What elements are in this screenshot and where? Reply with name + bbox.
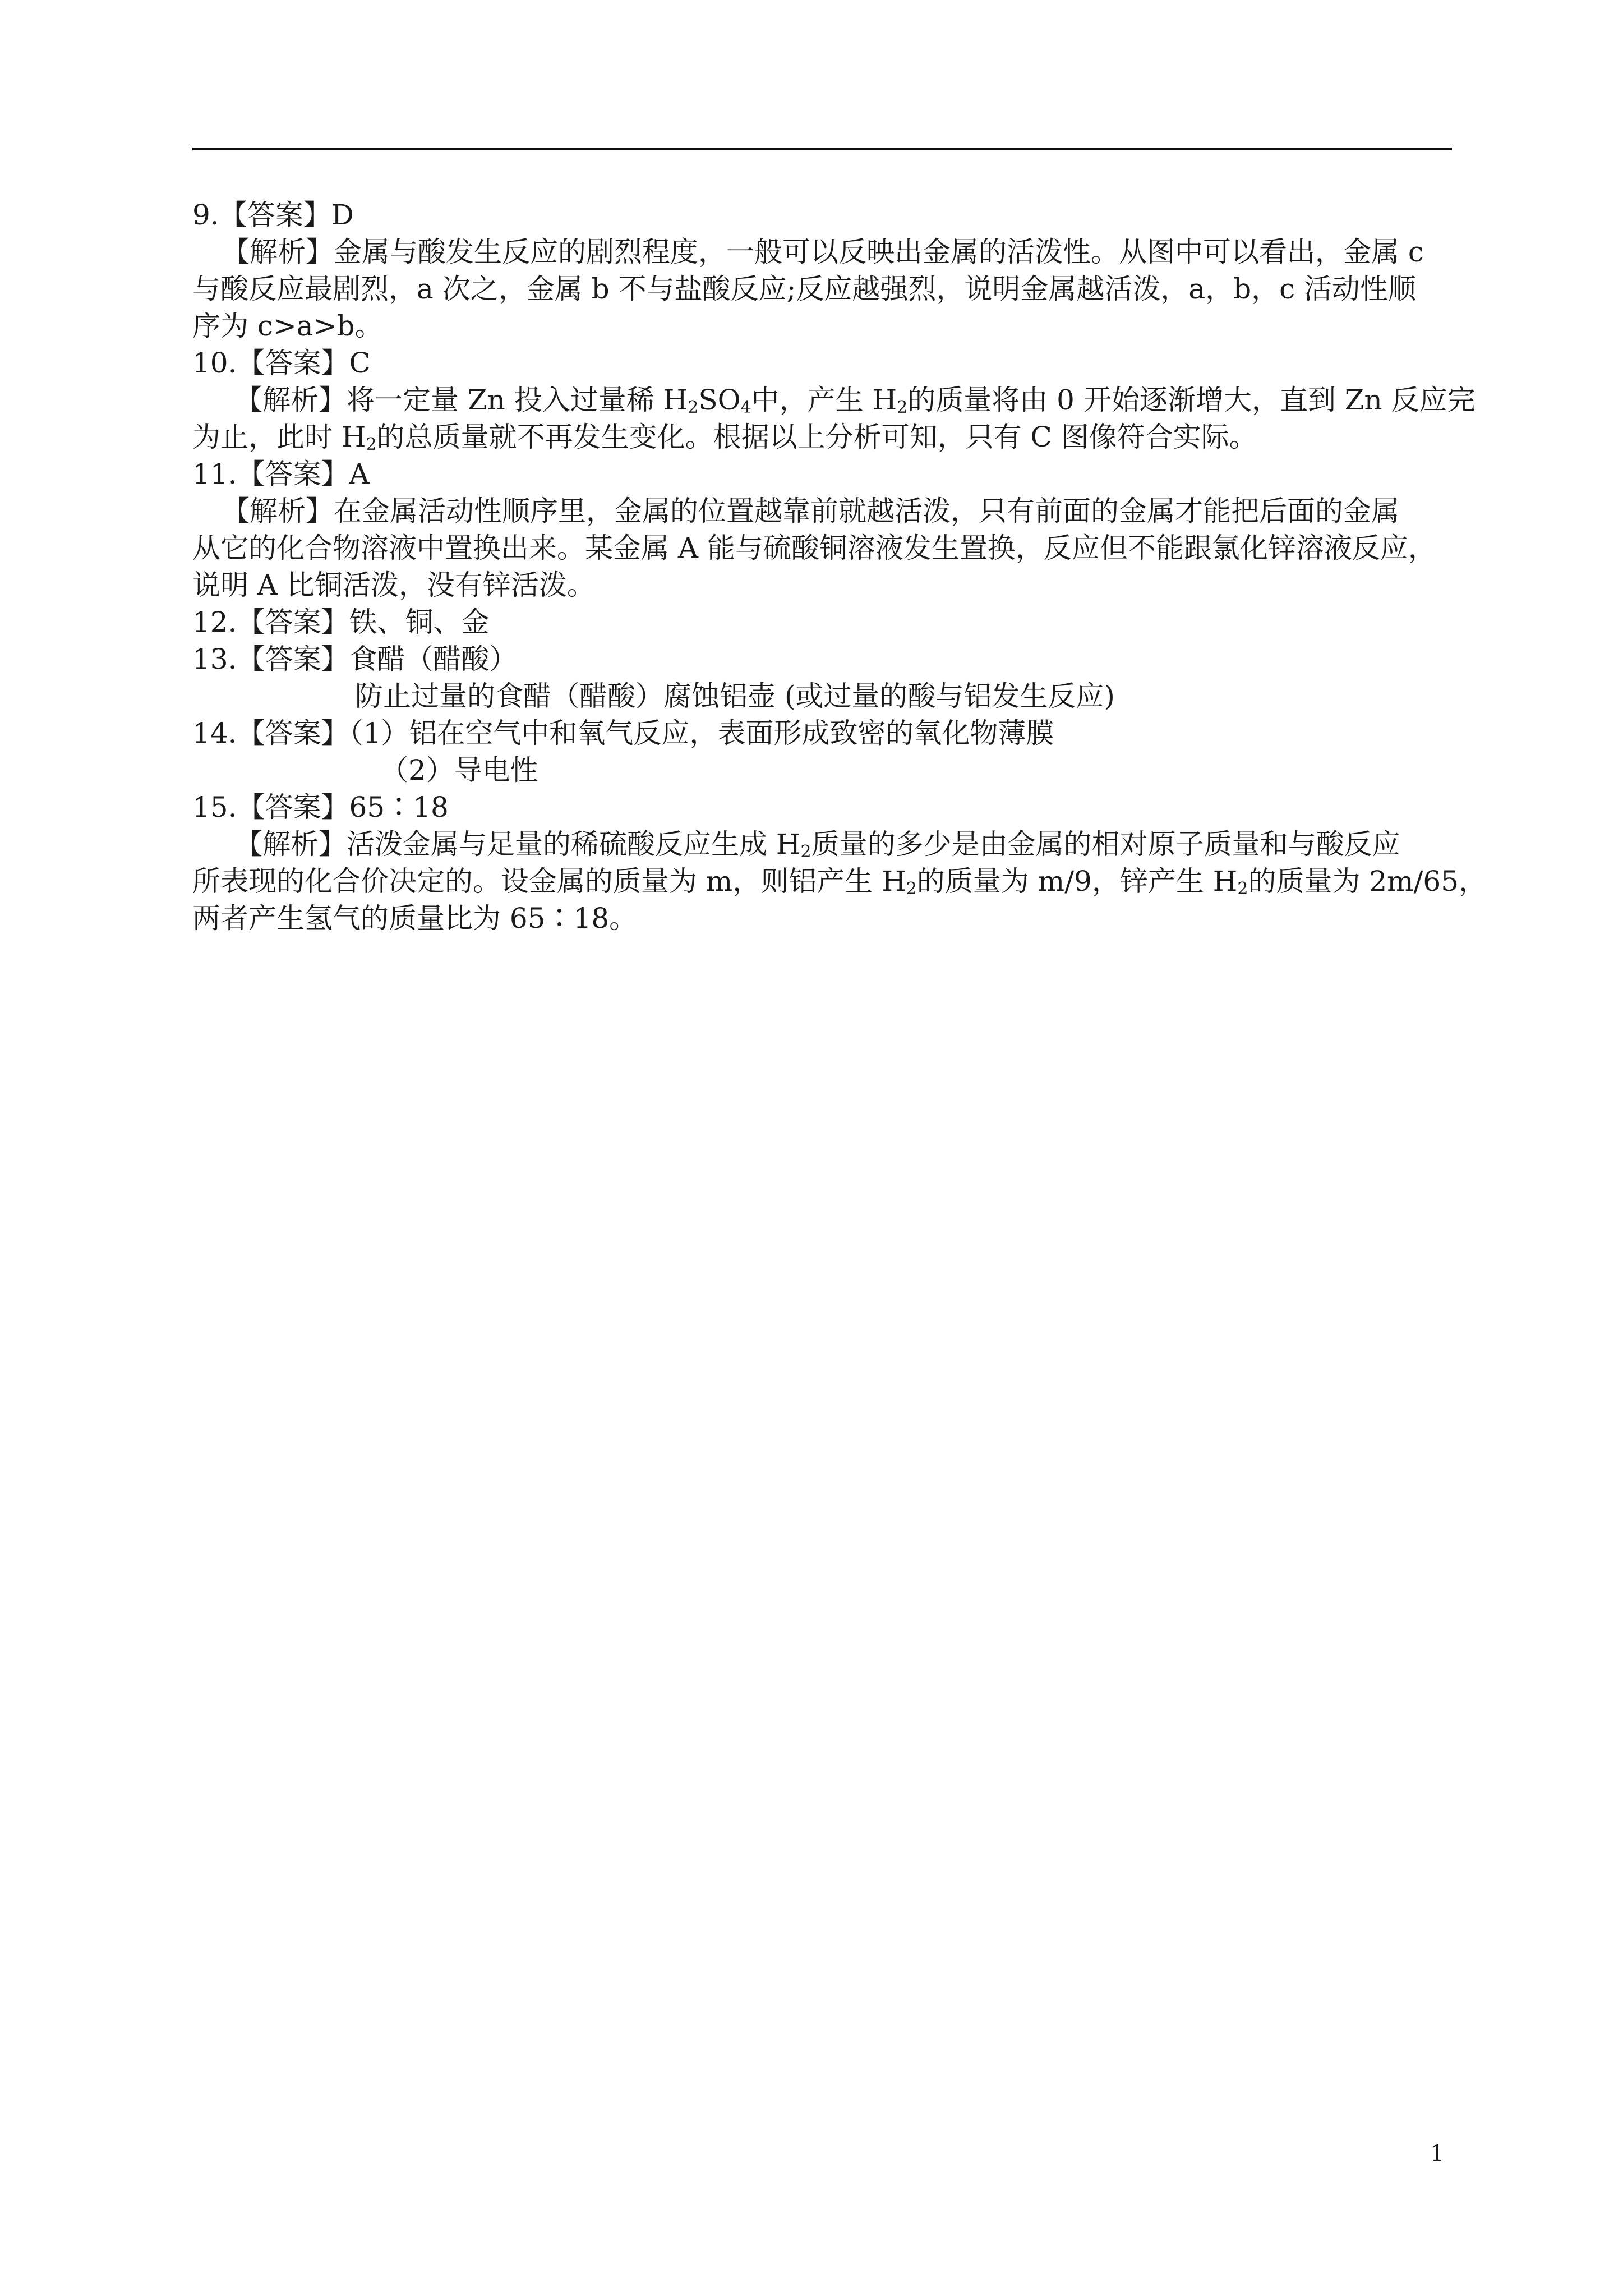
q12-answer: 12.【答案】铁、铜、金 (192, 606, 490, 638)
page-number: 1 (1430, 2141, 1445, 2166)
q11-explanation-line-3: 说明 A 比铜活泼，没有锌活泼。 (192, 569, 595, 601)
q14-answer-line-2: （2）导电性 (380, 754, 538, 786)
q15-explanation-line-1: 【解析】活泼金属与足量的稀硫酸反应生成 $H_2$质量的多少是由金属的相对原子质量和与酸反应 (234, 828, 1400, 862)
q15-answer: 15.【答案】65∶18 (192, 791, 449, 823)
q9-answer: 9.【答案】D (192, 199, 354, 231)
q10-explanation-line-2: 为止，此时 $H_2$的总质量就不再发生变化。根据以上分析可知，只有 C 图像符合实际。 (192, 421, 1257, 454)
header-rule (192, 148, 1452, 150)
q9-explanation-line-3: 序为 c>a>b。 (192, 310, 383, 342)
q13-answer: 13.【答案】食醋（醋酸） (192, 643, 518, 675)
q9-explanation-line-2: 与酸反应最剧烈，a 次之，金属 b 不与盐酸反应;反应越强烈，说明金属越活泼，a，b，c 活动性顺 (192, 273, 1417, 305)
q13-answer-line-2: 防止过量的食醋（醋酸）腐蚀铝壶 (或过量的酸与铝发生反应) (355, 680, 1115, 712)
answer-content (192, 196, 1487, 937)
q15-explanation-line-3: 两者产生氢气的质量比为 65∶18。 (192, 902, 638, 935)
q14-answer: 14.【答案】（1）铝在空气中和氧气反应，表面形成致密的氧化物薄膜 (192, 717, 1054, 749)
q9-explanation-line-1: 【解析】金属与酸发生反应的剧烈程度，一般可以反映出金属的活泼性。从图中可以看出，金属 c (222, 236, 1424, 268)
q11-explanation-line-2: 从它的化合物溶液中置换出来。某金属 A 能与硫酸铜溶液发生置换，反应但不能跟氯化锌溶液反应， (192, 532, 1436, 564)
q11-explanation-line-1: 【解析】在金属活动性顺序里，金属的位置越靠前就越活泼，只有前面的金属才能把后面的金属 (222, 495, 1399, 527)
q10-answer: 10.【答案】C (192, 347, 371, 379)
q15-explanation-line-2: 所表现的化合价决定的。设金属的质量为 m，则铝产生 $H_2$的质量为 m/9，锌产生 $H_2$的质量为 2m/65， (192, 865, 1487, 899)
q10-explanation-line-1: 【解析】将一定量 Zn 投入过量稀 $H_2SO_4$中，产生 $H_2$的质量将由 0 开始逐渐增大，直到 Zn 反应完 (234, 384, 1476, 417)
q11-answer: 11.【答案】A (192, 458, 370, 490)
